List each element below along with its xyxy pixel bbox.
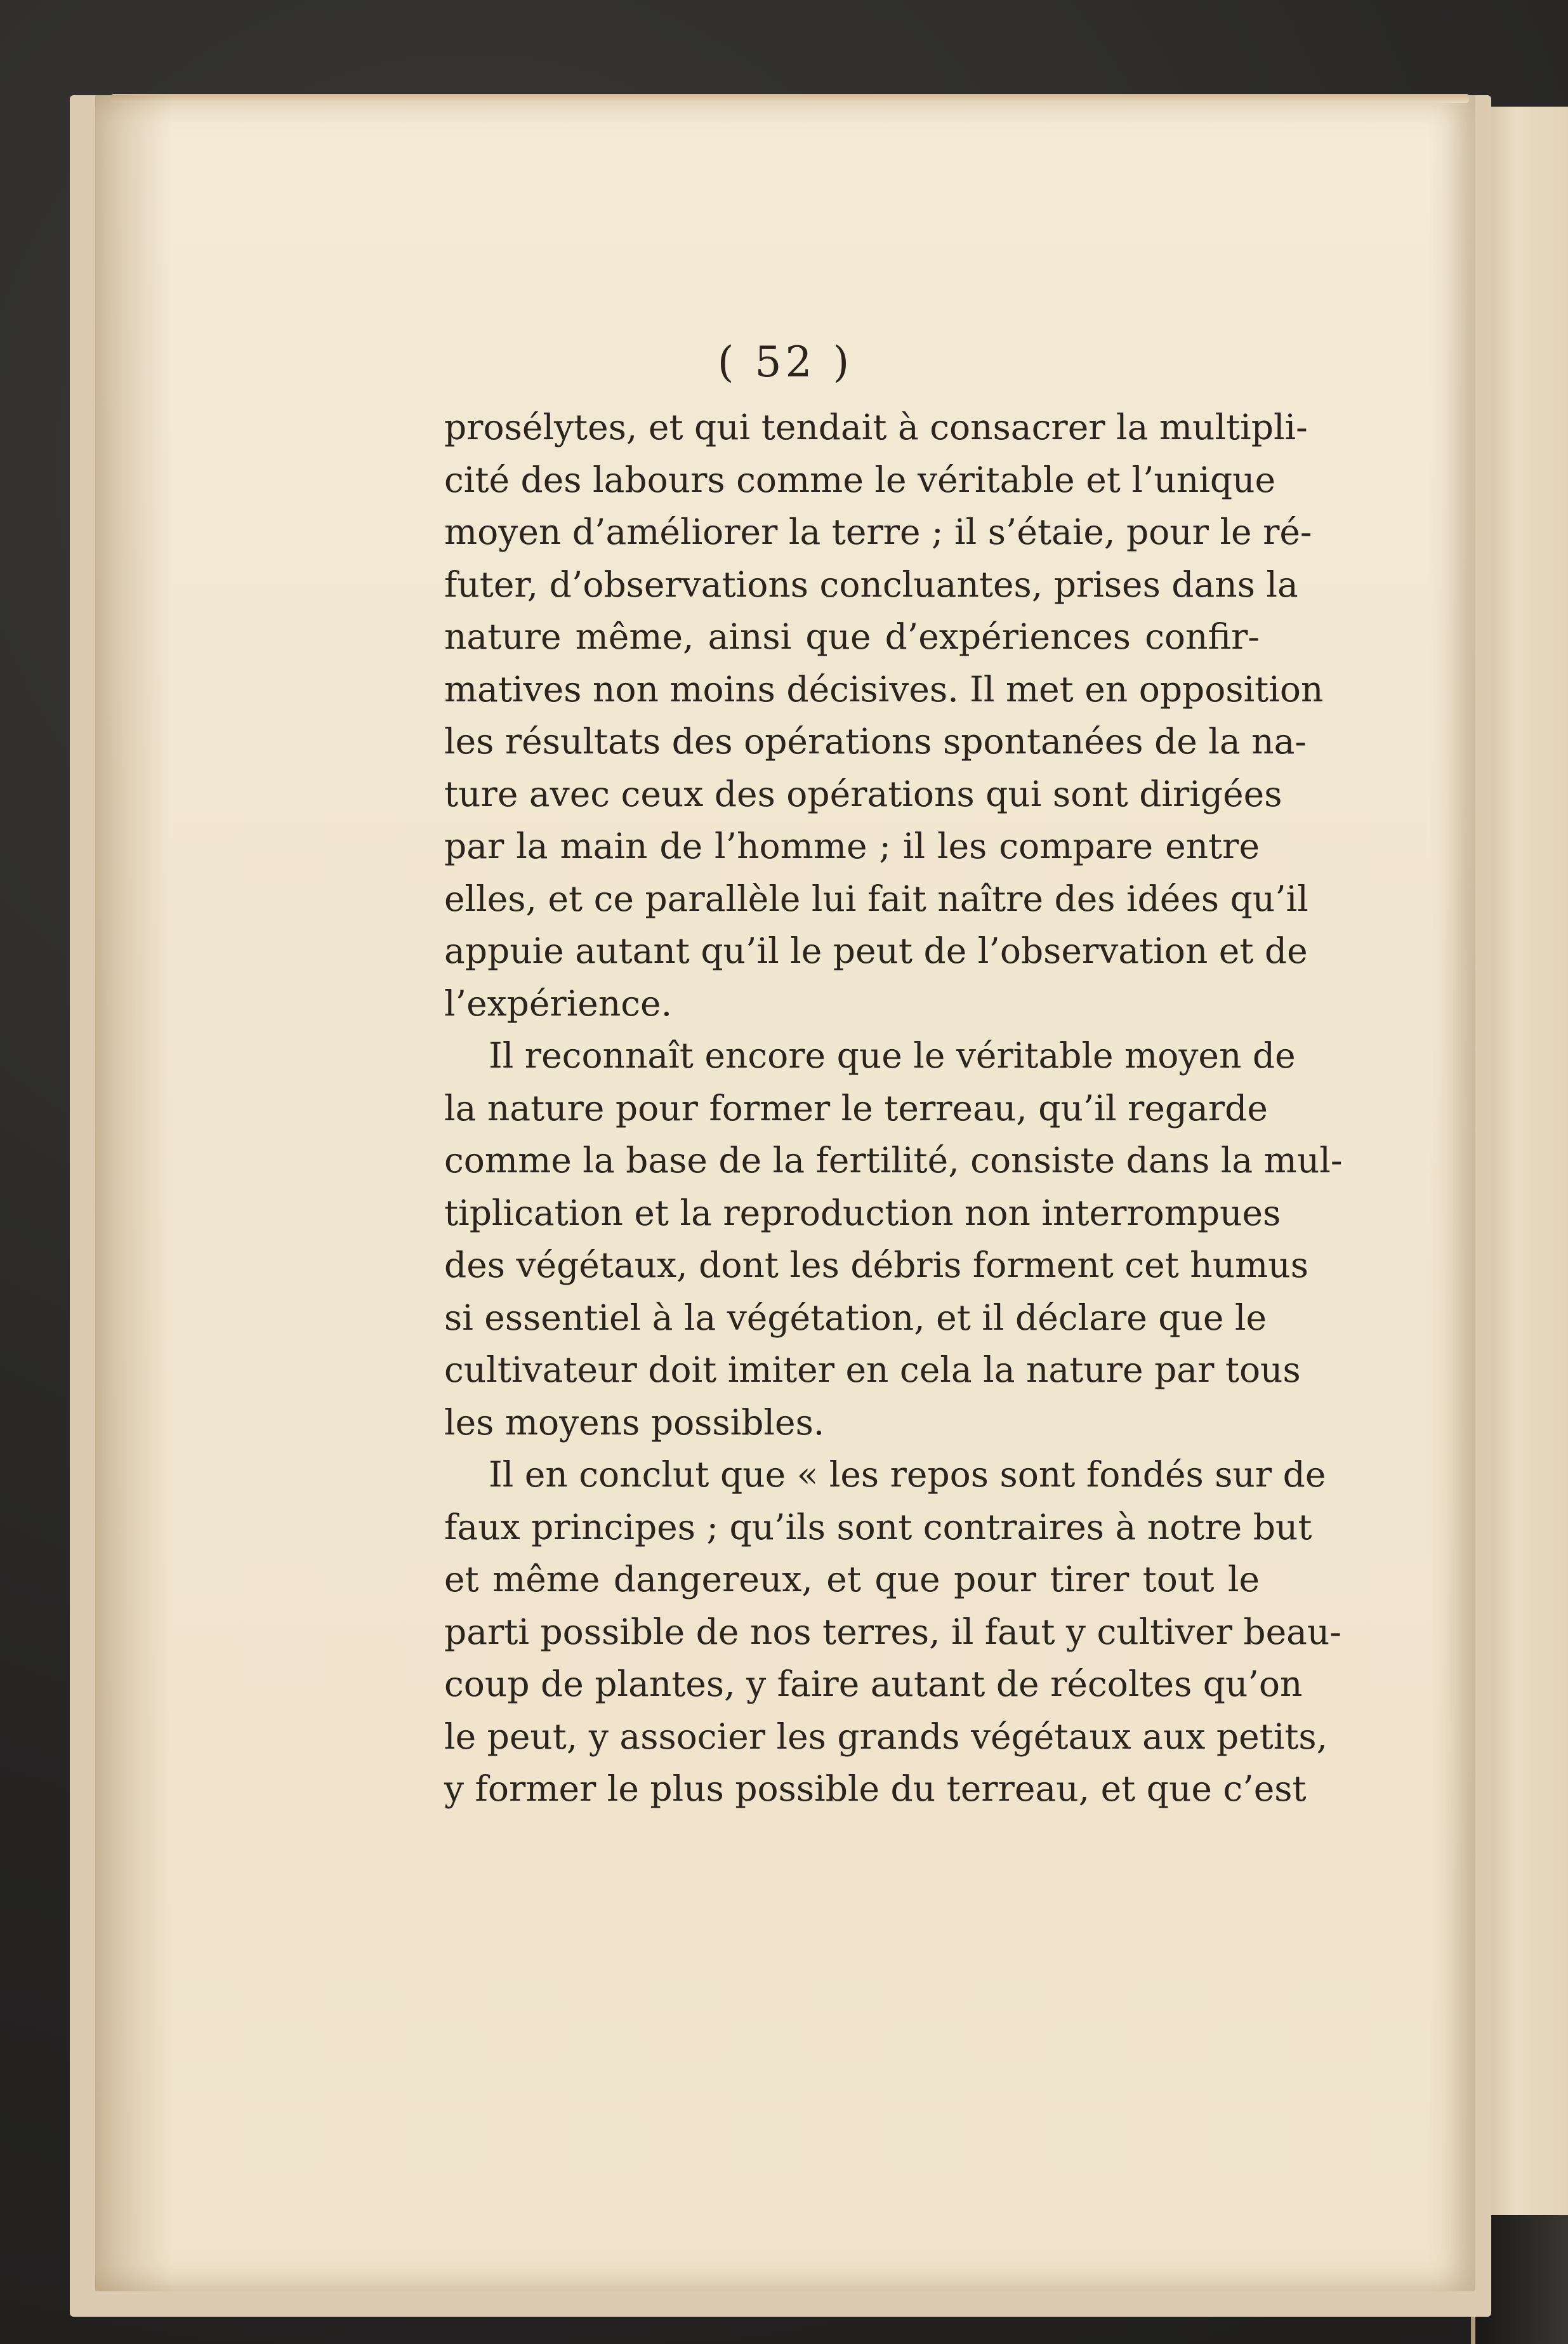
text-line: comme la base de la fertilité, consiste dans la mul- xyxy=(444,1140,1343,1181)
text-line: futer, d’observations concluantes, prises dans la xyxy=(444,564,1298,605)
text-line: prosélytes, et qui tendait à consacrer la multipli- xyxy=(444,407,1308,447)
text-line: si essentiel à la végétation, et il déclare que le xyxy=(444,1297,1267,1338)
text-line: cultivateur doit imiter en cela la nature par tous xyxy=(444,1349,1301,1390)
page-top-edge xyxy=(111,94,1469,103)
text-line: des végétaux, dont les débris forment cet humus xyxy=(444,1245,1308,1285)
text-line: et même dangereux, et que pour tirer tout le xyxy=(444,1559,1260,1599)
text-line: moyen d’améliorer la terre ; il s’étaie, pour le ré- xyxy=(444,512,1312,552)
text-line: appuie autant qu’il le peut de l’observation et de xyxy=(444,930,1308,971)
text-line: ture avec ceux des opérations qui sont dirigées xyxy=(444,773,1282,814)
text-line: coup de plantes, y faire autant de récoltes qu’on xyxy=(444,1664,1303,1704)
page-number: ( 52 ) xyxy=(717,338,853,387)
text-line: matives non moins décisives. Il met en opposition xyxy=(444,668,1324,710)
text-line: cité des labours comme le véritable et l’unique xyxy=(444,459,1276,500)
text-line: par la main de l’homme ; il les compare entre xyxy=(444,826,1260,866)
page-fold-shadow xyxy=(95,95,171,2291)
text-line: tiplication et la reproduction non interrompues xyxy=(444,1192,1281,1233)
text-line: Il en conclut que « les repos sont fondés sur de xyxy=(489,1454,1326,1495)
text-line: Il reconnaît encore que le véritable moyen de xyxy=(489,1035,1296,1076)
text-line: y former le plus possible du terreau, et que c’est xyxy=(444,1768,1307,1809)
text-line: l’expérience. xyxy=(444,983,673,1024)
text-line: elles, et ce parallèle lui fait naître des idées qu’il xyxy=(444,878,1308,919)
text-line: nature même, ainsi que d’expériences confir- xyxy=(444,616,1260,657)
text-line: parti possible de nos terres, il faut y cultiver beau- xyxy=(444,1611,1341,1652)
text-line: les résultats des opérations spontanées de la na- xyxy=(444,721,1307,762)
text-line: faux principes ; qu’ils sont contraires à notre but xyxy=(444,1506,1312,1547)
text-line: la nature pour former le terreau, qu’il regarde xyxy=(444,1087,1268,1129)
text-line: le peut, y associer les grands végétaux aux petits, xyxy=(444,1716,1328,1757)
text-line: les moyens possibles. xyxy=(444,1401,825,1443)
page-text xyxy=(444,401,1343,1815)
